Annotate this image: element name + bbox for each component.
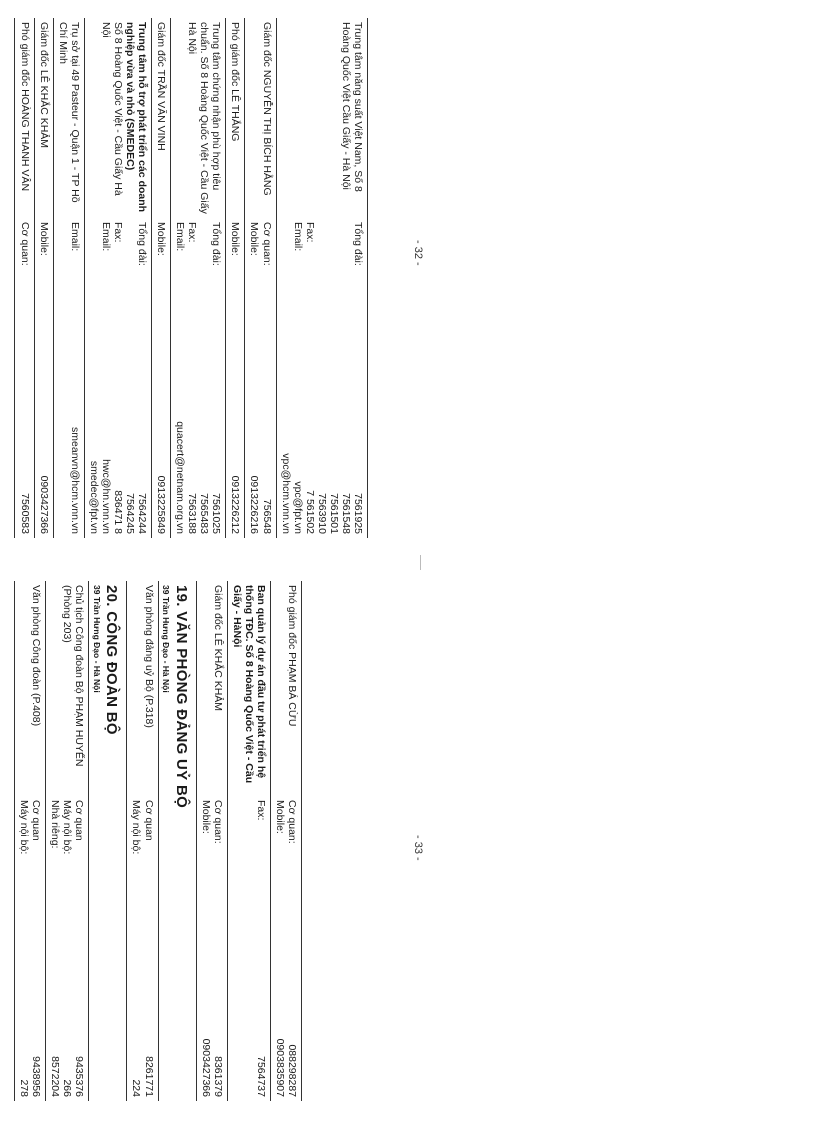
contact-value: 7564245 xyxy=(124,493,136,534)
table-row xyxy=(227,581,270,1101)
contact-value: 0913226212 xyxy=(229,475,242,534)
contact-value: 0903427366 xyxy=(37,475,50,534)
contact-value: 7565483 xyxy=(198,493,211,534)
entry-labels-cell xyxy=(276,218,367,292)
entry-address: Số 8 Hoàng Quốc Việt - Cầu Giấy Hà Nội xyxy=(99,22,124,196)
contact-label: Cơ quan xyxy=(142,800,155,841)
page-32 xyxy=(0,0,816,550)
entry-values-cell xyxy=(84,292,151,538)
contact-value: hwc@hn.vnn.vn xyxy=(99,459,112,534)
entry-values-cell xyxy=(171,292,226,538)
contact-value: 088298287 xyxy=(286,1044,298,1097)
contact-value: 266 xyxy=(61,1079,74,1097)
entry-labels-cell xyxy=(196,796,227,946)
contact-value: 7563188 xyxy=(186,493,199,534)
entry-name: Giám đốc TRẦN VĂN VINH xyxy=(155,22,168,151)
entry-values-cell xyxy=(226,292,245,538)
entry-labels-cell xyxy=(227,796,270,946)
table-row xyxy=(270,581,301,1101)
entry-name-cell xyxy=(171,18,226,218)
entry-name: Giám đốc NGUYỄN THỊ BÍCH HẰNG xyxy=(260,22,273,196)
entry-labels-cell xyxy=(53,218,84,292)
contact-label: Máy nội bộ: xyxy=(18,800,31,855)
directory-table-left xyxy=(15,18,369,538)
entry-values-cell xyxy=(270,946,301,1101)
contact-label: Mobile: xyxy=(37,222,50,256)
table-row xyxy=(34,18,53,538)
contact-value: 836471 8 xyxy=(111,490,124,534)
contact-value: 7564737 xyxy=(254,1056,267,1097)
contact-label: Email: xyxy=(68,222,81,252)
contact-value: smeanvn@hcm.vnn.vn xyxy=(68,427,81,534)
contact-value: 7563910 xyxy=(315,493,328,534)
section-title: 20. CÔNG ĐOÀN BỘ xyxy=(103,585,121,735)
directory-table-right xyxy=(14,581,302,1101)
table-row xyxy=(84,18,151,538)
page-divider xyxy=(420,555,421,570)
section-heading xyxy=(158,581,196,1101)
entry-labels-cell xyxy=(34,218,53,292)
contact-value: 0903427366 xyxy=(199,1038,212,1097)
contact-label: Nhà riêng: xyxy=(49,800,62,849)
entry-values-cell xyxy=(152,292,171,538)
entry-labels-cell xyxy=(152,218,171,292)
entry-name: Trung tâm hỗ trợ phát triển các doanh nghiệp vừa và nhỏ (SMEDEC) xyxy=(124,22,149,213)
section-address: 39 Trần Hưng Đạo - Hà Nội xyxy=(92,585,103,693)
contact-label xyxy=(316,222,328,288)
entry-values-cell xyxy=(127,946,158,1101)
entry-name-cell xyxy=(46,581,89,796)
entry-name: Giám đốc LÊ KHẮC KHẢM xyxy=(37,22,50,149)
contact-label xyxy=(198,222,210,288)
entry-name-cell xyxy=(276,18,367,218)
entry-name-cell xyxy=(226,18,245,218)
contact-label: Tổng đài: xyxy=(136,222,149,266)
table-row xyxy=(245,18,276,538)
entry-name: Phó giám đốc HOÀNG THANH VÂN xyxy=(18,22,31,192)
entry-values-cell xyxy=(245,292,276,538)
contact-label xyxy=(328,222,340,288)
contact-value: 7564244 xyxy=(136,493,149,534)
entry-name-cell xyxy=(152,18,171,218)
section-heading-cell xyxy=(89,581,127,1101)
contact-label xyxy=(280,222,292,288)
entry-values-cell xyxy=(276,292,367,538)
contact-value: 8361379 xyxy=(211,1056,224,1097)
entry-name: Phó giám đốc LÊ THẮNG xyxy=(229,22,242,142)
entry-name-cell xyxy=(270,581,301,796)
section-address: 39 Trần Hưng Đạo - Hà Nội xyxy=(161,585,172,693)
contact-value: quacert@netnam.org.vn xyxy=(174,421,187,534)
table-row xyxy=(152,18,171,538)
table-row xyxy=(276,18,367,538)
table-row xyxy=(15,581,46,1101)
entry-values-cell xyxy=(227,946,270,1101)
entry-name-cell xyxy=(15,18,34,218)
entry-name: Trung tâm năng suất Việt Nam, Số 8 Hoàng Quốc Việt Cầu Giấy - Hà Nội xyxy=(339,22,364,192)
entry-labels-cell xyxy=(84,218,151,292)
contact-label: Email: xyxy=(291,222,304,252)
entry-labels-cell xyxy=(127,796,158,946)
contact-label: Fax: xyxy=(111,222,124,243)
entry-name-cell xyxy=(127,581,158,796)
contact-label: Máy nội bộ: xyxy=(130,800,143,855)
entry-name-cell xyxy=(53,18,84,218)
section-title: 19. VĂN PHÒNG ĐẢNG UỶ BỘ xyxy=(172,585,190,809)
contact-value: 7 561502 xyxy=(303,490,316,534)
entry-values-cell xyxy=(15,292,34,538)
contact-value: 7561025 xyxy=(210,493,223,534)
section-heading xyxy=(89,581,127,1101)
entry-labels-cell xyxy=(46,796,89,946)
entry-labels-cell xyxy=(171,218,226,292)
entry-name: Trụ sở tại 49 Pasteur - Quận 1 - TP Hồ Chí Minh xyxy=(56,22,81,203)
contact-value: 9438956 xyxy=(30,1056,43,1097)
contact-label: Tổng đài: xyxy=(210,222,223,266)
entry-name-cell xyxy=(196,581,227,796)
contact-label: Tổng đài: xyxy=(352,222,364,266)
entry-labels-cell xyxy=(245,218,276,292)
contact-value: 0913226216 xyxy=(248,475,261,534)
page-number: - 33 - xyxy=(412,835,424,861)
contact-value: 224 xyxy=(130,1079,143,1097)
entry-name: Văn phòng đảng uỷ Bộ (P.318) xyxy=(142,585,155,728)
entry-name-cell xyxy=(34,18,53,218)
contact-label: Fax: xyxy=(254,800,267,821)
contact-label: Cơ quan: xyxy=(286,800,298,844)
contact-value: 9435376 xyxy=(73,1056,86,1097)
entry-labels-cell xyxy=(15,796,46,946)
contact-value: vpc@fpt.vn xyxy=(291,481,304,534)
table-row xyxy=(53,18,84,538)
contact-value: 8572204 xyxy=(49,1056,62,1097)
table-row xyxy=(46,581,89,1101)
entry-values-cell xyxy=(46,946,89,1101)
contact-value: 756548 xyxy=(260,498,273,534)
section-heading-cell xyxy=(158,581,196,1101)
entry-labels-cell xyxy=(270,796,301,946)
contact-value: 278 xyxy=(18,1079,31,1097)
contact-label: Mobile: xyxy=(155,222,168,256)
entry-name-cell xyxy=(245,18,276,218)
page-33 xyxy=(0,575,816,1123)
contact-value: 7561548 xyxy=(339,493,352,534)
contact-label: Mobile: xyxy=(273,800,286,834)
entry-values-cell xyxy=(196,946,227,1101)
entry-values-cell xyxy=(53,292,84,538)
entry-name: Văn phòng Công đoàn (P.408) xyxy=(30,585,43,727)
contact-label: Cơ quan: xyxy=(18,222,31,266)
contact-label: Fax: xyxy=(303,222,316,243)
contact-label: Mobile: xyxy=(229,222,242,256)
contact-label: Cơ quan: xyxy=(211,800,224,844)
contact-value: 7560583 xyxy=(18,493,31,534)
contact-value: 7561501 xyxy=(327,493,340,534)
contact-label: Mobile: xyxy=(199,800,212,834)
page-number: - 32 - xyxy=(412,240,424,266)
contact-value: vpc@hcm.vnn.vn xyxy=(279,453,292,534)
entry-name: Giám đốc LÊ KHẮC KHẢM xyxy=(211,585,224,712)
entry-name-cell xyxy=(84,18,151,218)
entry-name: Chủ tịch Công đoàn Bộ PHẠM HUYẾN (Phòng 203) xyxy=(61,585,86,767)
entry-values-cell xyxy=(34,292,53,538)
table-row xyxy=(226,18,245,538)
contact-label: Fax: xyxy=(186,222,199,243)
contact-value: smedec@fpt.vn xyxy=(87,460,100,534)
entry-labels-cell xyxy=(226,218,245,292)
entry-name: Ban quản lý dự án đầu tư phát triển hệ thống TĐC. Số 8 Hoàng Quốc Việt - Cầu Giấy - HàNội xyxy=(230,585,267,784)
contact-value: 8261771 xyxy=(142,1056,155,1097)
contact-label: Email: xyxy=(174,222,187,252)
contact-label xyxy=(88,222,100,288)
table-row xyxy=(127,581,158,1101)
contact-label xyxy=(124,222,136,288)
entry-name-cell xyxy=(227,581,270,796)
contact-value: 0903835907 xyxy=(273,1038,286,1097)
contact-label: Cơ quan xyxy=(73,800,86,841)
contact-label xyxy=(340,222,352,288)
entry-name-cell xyxy=(15,581,46,796)
contact-label: Cơ quan: xyxy=(260,222,273,266)
contact-label: Cơ quan xyxy=(30,800,43,841)
contact-label: Máy nội bộ: xyxy=(61,800,74,855)
table-row xyxy=(196,581,227,1101)
entry-name: Trung tâm chứng nhận phù hợp tiêu chuẩn. Số 8 Hoàng Quốc Việt - Cầu Giấy Hà Nội xyxy=(186,22,223,214)
table-row xyxy=(171,18,226,538)
entry-values-cell xyxy=(15,946,46,1101)
contact-label: Mobile: xyxy=(248,222,261,256)
contact-label: Email: xyxy=(99,222,112,252)
contact-value: 0913225849 xyxy=(155,475,168,534)
entry-name: Phó giám đốc PHẠM BÁ CỪU xyxy=(286,585,298,727)
contact-value: 7561925 xyxy=(352,493,364,534)
table-row xyxy=(15,18,34,538)
entry-labels-cell xyxy=(15,218,34,292)
